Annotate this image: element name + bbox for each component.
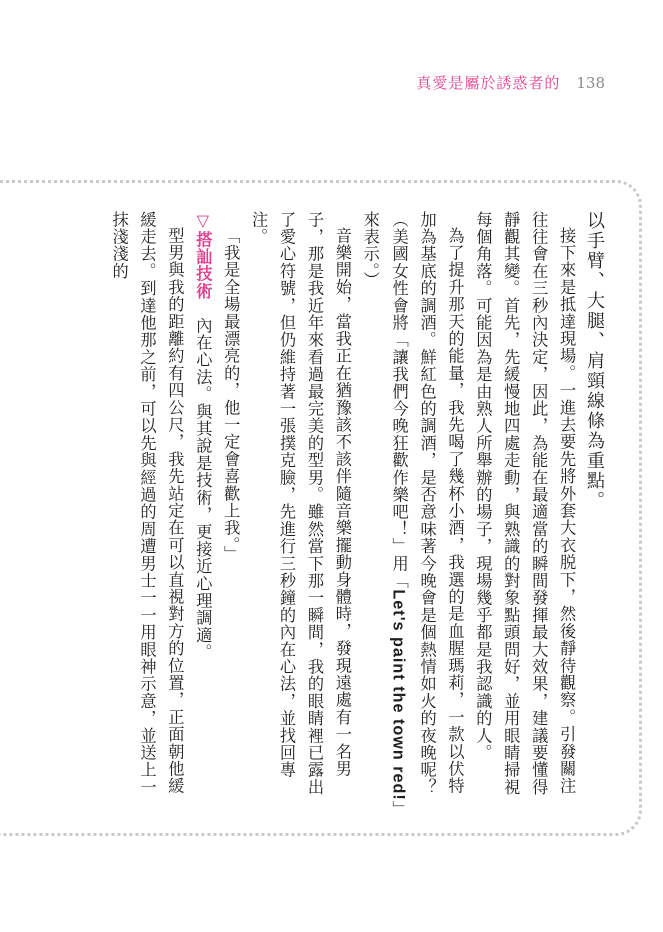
paragraph-drink-end: 」來表示。） <box>360 211 409 810</box>
inner-quote: 「我是全場最漂亮的，他一定會喜歡上我。」 <box>221 227 241 564</box>
technique-text: 內在心法。與其說是技術，更接近心理調適。 <box>193 299 213 662</box>
paragraph-music: 音樂開始，當我正在猶豫該不該伴隨音樂擺動身體時，發現遠處有一名男子，那是我近年來看過最完美的型男。雖然當下那一瞬間，我的眼睛裡已露出了愛心符號，但仍維持著一張撲克臉，先進行三秒鐘的內在心法，並找回專注。 <box>249 211 352 796</box>
paragraph-drink <box>356 211 469 811</box>
vertical-body-text <box>73 211 608 811</box>
paragraph-approach: 型男與我的距離約有四公尺，我先站定在可以直視對方的位置，正面朝他緩緩走去。到達他那之前，可以先與經過的周遭男士一一用眼神示意，並送上一抹淺淺的 <box>109 211 185 796</box>
paragraph-drink-text: 為了提升那天的能量，我先喝了幾杯小酒，我選的是血腥瑪莉，一款以伏特加為基底的調酒。鮮紅色的調酒，是否意味著今晚會是個熱情如火的夜晚呢？（美國女性會將「讓我們今晚狂歡作樂吧！」用「 <box>389 211 465 796</box>
running-header <box>416 72 605 93</box>
english-phrase: Let's paint the town red! <box>389 589 408 801</box>
triangle-icon: ▽ <box>193 211 213 231</box>
page-number: 138 <box>576 74 605 92</box>
book-title: 真愛是屬於誘惑者的 <box>416 74 561 92</box>
technique-tip <box>188 211 216 811</box>
section-heading: 以手臂、大腿、肩頸線條為重點。 <box>584 211 605 511</box>
paragraph-arrival: 接下來是抵達現場。一進去要先將外套大衣脱下，然後靜待觀察。引發關注往往會在三秒內決定，因此，為能在最適當的瞬間發揮最大效果，建議要懂得靜觀其變。首先，先緩慢地四處走動，與熟識的對象點頭問好，並用眼睛掃視每個角落。可能因為是由熟人所舉辦的場子，現場幾乎都是我認識的人。 <box>473 211 577 796</box>
technique-label: 搭訕技術 <box>193 231 213 300</box>
